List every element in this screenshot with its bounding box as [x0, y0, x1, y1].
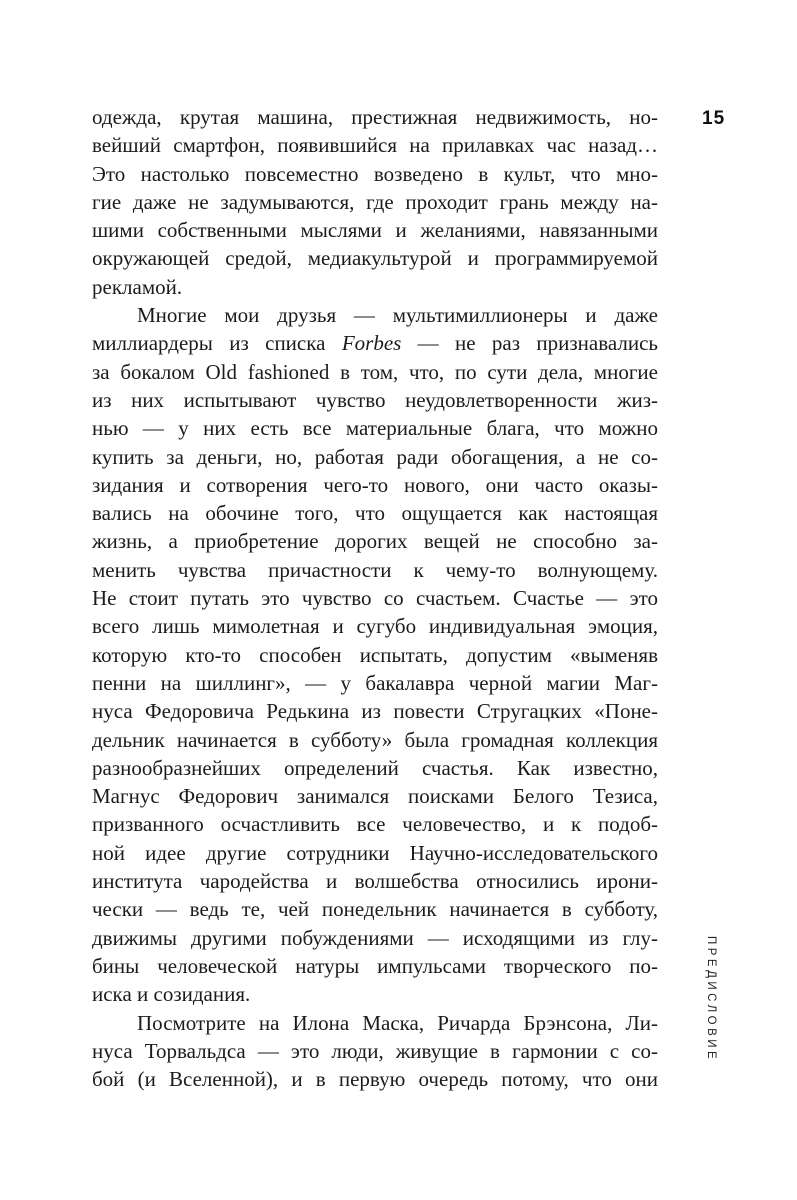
text-line: всего лишь мимолетная и сугубо индивидуальная эмоция,: [92, 614, 658, 639]
text-line: рекламой.: [92, 274, 183, 299]
text-line: нуса Федоровича Редькина из повести Стругацких «Поне-: [92, 699, 658, 724]
text-line: жизнь, а приобретение дорогих вещей не способно за-: [92, 529, 658, 554]
text-block: [92, 103, 658, 1093]
text-line: вались на обочине того, что ощущается как настоящая: [92, 501, 658, 526]
text-line: купить за деньги, но, работая ради обогащения, а не со-: [92, 444, 658, 469]
text-line: дельник начинается в субботу» была громадная коллекция: [92, 727, 658, 752]
text-line: которую кто-то способен испытать, допустим «выменяв: [92, 642, 658, 667]
text-line: одежда, крутая машина, престижная недвижимость, но-: [92, 105, 658, 129]
text-line: гие даже не задумываются, где проходит грань между на-: [92, 189, 658, 214]
text-line: шими собственными мыслями и желаниями, навязанными: [92, 218, 658, 243]
page-number: 15: [702, 108, 726, 129]
paragraph: [92, 1009, 658, 1094]
text-line: из них испытывают чувство неудовлетворенности жиз-: [92, 387, 658, 412]
text-line: Не стоит путать это чувство со счастьем. Счастье — это: [92, 586, 658, 611]
text-line: пенни на шиллинг», — у бакалавра черной магии Маг-: [92, 670, 658, 695]
text-line: ной идее другие сотрудники Научно-исследовательского: [92, 840, 658, 865]
text-line: Многие мои друзья — мультимиллионеры и даже: [137, 303, 658, 328]
text-line: менить чувства причастности к чему-то волнующему.: [92, 557, 658, 582]
text-line: миллиардеры из списка Forbes — не раз признавались: [92, 331, 658, 356]
text-line: движимы другими побуждениями — исходящими из глу-: [92, 925, 658, 950]
text-line: бины человеческой натуры импульсами творческого по-: [92, 953, 658, 978]
text-line: призванного осчастливить все человечество, и к подоб-: [92, 812, 658, 837]
paragraph: [92, 301, 658, 1008]
text-line: разнообразнейших определений счастья. Как известно,: [92, 755, 658, 780]
text-line: Магнус Федорович занимался поисками Белого Тезиса,: [92, 784, 658, 809]
text-line: за бокалом Old fashioned в том, что, по сути дела, многие: [92, 359, 658, 384]
text-line: Посмотрите на Илона Маска, Ричарда Брэнсона, Ли-: [137, 1010, 658, 1035]
text-line: иска и созидания.: [92, 982, 251, 1007]
text-line: нью — у них есть все материальные блага, что можно: [92, 416, 658, 441]
running-title: ПРЕДИСЛОВИЕ: [705, 936, 717, 1063]
text-line: зидания и сотворения чего-то нового, они часто оказы-: [92, 472, 658, 497]
text-line: Это настолько повсеместно возведено в культ, что мно-: [92, 161, 658, 186]
text-line: вейший смартфон, появившийся на прилавках час назад…: [92, 133, 658, 158]
text-line: чески — ведь те, чей понедельник начинается в субботу,: [92, 897, 658, 922]
text-line: нуса Торвальдса — это люди, живущие в гармонии с со-: [92, 1038, 658, 1063]
paragraph: [92, 103, 658, 301]
text-line: окружающей средой, медиакультурой и программируемой: [92, 246, 658, 271]
text-line: института чародейства и волшебства относились ирони-: [92, 869, 658, 894]
text-line: бой (и Вселенной), и в первую очередь потому, что они: [92, 1067, 658, 1092]
